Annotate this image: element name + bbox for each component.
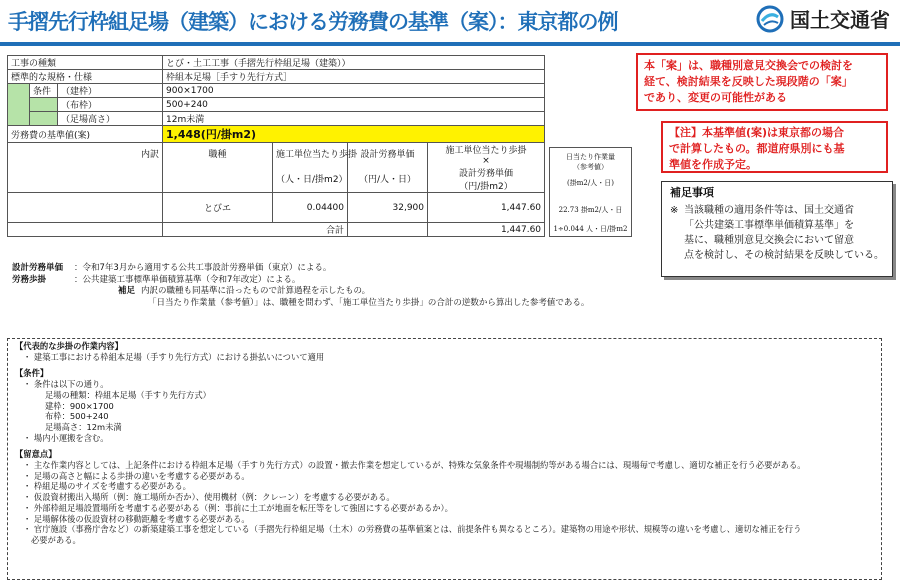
cell-trade: とびエ xyxy=(163,193,273,223)
value-frame: 500+240 xyxy=(163,98,545,112)
cell-product: 1,447.60 xyxy=(428,193,545,223)
work-details-box: 【代表的な歩掛の作業内容】 ・ 建築工事における枠組本足場（手すり先行方式）における掛払いについて適用 【条件】 ・ 条件は以下の通り。 足場の種類：枠組本足場（手すり先行方式） 建枠：900×1700 布枠：500+240 足場高さ：12m未満 ・ 場内小運搬を含む。 【留意点】 ・ 主な作業内容としては、上記条件における枠組本足場（手すり先行方式）の設置・撤去作業を想定しているが、特殊な気象条件や現場制約等がある場合には、現場毎で考慮し、適切な補正を行う必要がある。 ・ 足場の高さと幅による歩掛の違いを考慮する必要がある。 ・ 枠組足場のサイズを考慮する必要がある。 ・ 仮設資材搬出入場所（例：施工場所か否か）、使用機材（例：クレーン）を考慮する必要がある。 ・ 外部枠組足場設置場所を考慮する必要がある（例：事前に土工が地面を転圧等をして強固にする必要があるか）。 ・ 足場解体後の仮設資材の移動距離を考慮する必要がある。 ・ 官庁施設（事務庁舎など）の新築建築工事を想定している（手摺先行枠組足場（土木）の労務費の基準値案とは、前提条件も異なるところ）。建築物の用途や形状、規模等の違いを考慮し、適切な補正を行う 必要がある。 xyxy=(7,338,882,580)
cell-step: 0.04400 xyxy=(273,193,348,223)
value-span: 900×1700 xyxy=(163,84,545,98)
table-row xyxy=(8,112,545,126)
cell-total: 1,447.60 xyxy=(428,223,545,237)
label-height: （足場高さ） xyxy=(58,112,163,126)
supplement-heading: 補足事項 xyxy=(670,186,714,199)
asterisk-icon: ※ xyxy=(670,205,679,216)
label-cond: 条件 xyxy=(30,84,58,98)
cost-table xyxy=(7,55,545,237)
label-total: 合計 xyxy=(163,223,348,237)
supplement-box: 補足事項 ※ 当該職種の適用条件等は、国土交通省 「公共建築工事標準単価積算基準」を 基に、職種別意見交換会において留意 点を検討し、その検討結果を反映している。 xyxy=(661,181,893,277)
section-heading: 【留意点】 xyxy=(15,449,57,460)
value-type: とび・土工工事（手摺先行枠組足場（建築）） xyxy=(163,56,545,70)
org-logo xyxy=(756,4,890,33)
footnotes: 設計労務単価 ：令和7年3月から適用する公共工事設計労務単価（東京）による。 労務歩掛 ：公共建築工事標準単価積算基準（令和7年改定）による。 補足 内訳の職種も同基準に沿ったもので計算過程を示したもの。 「日当たり作業量（参考値）」は、職種を問わず、「施工単位当たり歩掛」の合計の逆数から算出した参考値である。 xyxy=(12,263,590,308)
label-span: （建枠） xyxy=(58,84,163,98)
table-row xyxy=(8,70,545,84)
org-name: 国土交通省 xyxy=(790,8,890,32)
ref-calc: 1÷0.044 人・日/掛m2 xyxy=(553,225,628,233)
col-wage: 設計労務単価 （円/人・日） xyxy=(348,143,428,193)
table-row xyxy=(8,84,545,98)
table-row xyxy=(8,98,545,112)
page-title: 手摺先行枠組足場（建築）における労務費の基準（案）：東京都の例 xyxy=(8,10,618,34)
col-trade: 職種 xyxy=(163,143,273,193)
col-product: 施工単位当たり歩掛 × 設計労務単価 （円/掛m2） xyxy=(428,143,545,193)
reference-box: 日当たり作業量 （参考値） (掛m2/人・日) 22.73 掛m2/人・日 1÷0.044 人・日/掛m2 xyxy=(549,147,632,237)
table-row xyxy=(8,126,545,143)
col-step: 施工単位当たり歩掛 （人・日/掛m2） xyxy=(273,143,348,193)
table-row xyxy=(8,193,545,223)
table-row xyxy=(8,143,545,193)
table-row xyxy=(8,56,545,70)
mlit-logo-icon xyxy=(756,5,784,33)
cell-wage: 32,900 xyxy=(348,193,428,223)
label-frame: （布枠） xyxy=(58,98,163,112)
tokyo-notice: 【注】本基準値(案)は東京都の場合 で計算したもの。都道府県別にも基 準値を作成予定。 xyxy=(661,121,888,173)
value-spec: 枠組本足場［手すり先行方式］ xyxy=(163,70,545,84)
label-base: 労務費の基準値(案) xyxy=(8,126,163,143)
section-heading: 【条件】 xyxy=(15,368,49,379)
value-base: 1,448(円/掛m2) xyxy=(163,126,545,143)
title-underline xyxy=(0,42,900,46)
ref-value: 22.73 掛m2/人・日 xyxy=(558,206,623,214)
label-spec: 標準的な規格・仕様 xyxy=(8,70,163,84)
draft-notice: 本「案」は、職種別意見交換会での検討を 経て、検討結果を反映した現段階の「案」 であり、変更の可能性がある xyxy=(636,53,888,111)
label-type: 工事の種類 xyxy=(8,56,163,70)
label-breakdown: 内訳 xyxy=(8,143,163,193)
section-heading: 【代表的な歩掛の作業内容】 xyxy=(15,341,123,351)
table-row xyxy=(8,223,545,237)
value-height: 12m未満 xyxy=(163,112,545,126)
